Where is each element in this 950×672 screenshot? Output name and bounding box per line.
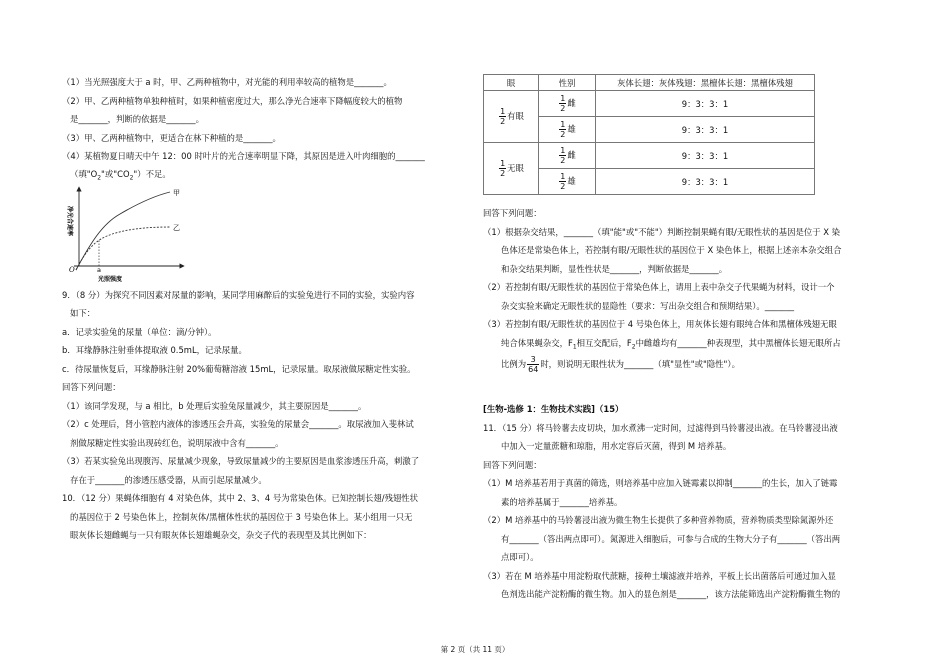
q10-part3-line2: 纯合体果蝇杂交，$F_1$相互交配后，$F_2$中雌雄均有_______种表现型，其中黑檀体长翅无眼所占 (501, 338, 841, 351)
q11-line2: 中加入一定量蔗糖和琼脂，用水定容后灭菌，得到 M 培养基。 (501, 441, 732, 451)
q11-part3-line2: 色剂选出能产淀粉酶的微生物。加入的显色剂是_______，该方法能筛选出产淀粉酶微生物的 (501, 589, 841, 599)
genetics-table (483, 74, 815, 195)
q10-part1-line2: 色体还是常染色体上，若控制有眼/无眼性状的基因位于 X 染色体上，根据上述亲本杂交组合 (501, 245, 842, 255)
q11-part1-line2: 素的培养基属于_______培养基。 (501, 497, 623, 507)
cell-sex: $\frac{1}{2}$ 雄 (539, 169, 596, 195)
q10-part3-line1: （3）若控制有眼/无眼性状的基因位于 4 号染色体上，用灰体长翅有眼纯合体和黑檀体残翅无眼 (483, 319, 837, 329)
cell-eye-none: $\frac{1}{2}$ 无眼 (484, 143, 539, 195)
q10-line1: 10．（12 分）果蝇体细胞有 4 对染色体，其中 2、3、4 号为常染色体。已知控制长翅/残翅性状 (62, 493, 419, 503)
q10-part2-line1: （2）若控制有眼/无眼性状的基因位于常染色体上，请用上表中杂交子代果蝇为材料，设计一个 (483, 282, 835, 292)
q8-part3: （3）甲、乙两种植物中，更适合在林下种植的是_______。 (62, 133, 281, 143)
q10-line2: 的基因位于 2 号染色体上，控制灰体/黑檀体性状的基因位于 3 号染色体上。某小组用一只无 (70, 512, 413, 522)
q8-part1: （1）当光照强度大于 a 时，甲、乙两种植物中，对光能的利用率较高的植物是_______。 (62, 77, 392, 87)
section-title: [生物-选修 1：生物技术实践]（15） (483, 404, 624, 414)
q8-part4-line2: （填"$O_2$"或"$CO_2$"）不足。 (70, 169, 171, 182)
cell-ratio: 9：3：3：1 (596, 91, 815, 117)
photosynthesis-graph (62, 184, 192, 284)
header-eye: 眼 (484, 75, 539, 91)
header-sex: 性别 (539, 75, 596, 91)
q10-ask: 回答下列问题： (483, 208, 542, 218)
q9-step-b: b．耳缘静脉注射垂体提取液 0.5mL，记录尿量。 (62, 345, 247, 355)
cell-sex: $\frac{1}{2}$ 雌 (539, 143, 596, 169)
q9-step-c: c．待尿量恢复后，耳缘静脉注射 20%葡萄糖溶液 15mL，记录尿量。取尿液做尿糖定性实验。 (62, 364, 416, 374)
graph-origin: O (69, 266, 75, 274)
q9-part2-line2: 剂做尿糖定性实验出现砖红色，说明尿液中含有_______。 (70, 438, 284, 448)
cell-ratio: 9：3：3：1 (596, 117, 815, 143)
q11-part2-line3: 点即可）。 (501, 552, 539, 562)
cell-ratio: 9：3：3：1 (596, 169, 815, 195)
q9-part3-line2: 存在于_______的渗透压感受器，从而引起尿量减少。 (70, 475, 267, 485)
cell-sex: $\frac{1}{2}$ 雌 (539, 91, 596, 117)
q10-part1-line3: 和杂交结果判断，显性性状是_______，判断依据是_______。 (501, 264, 728, 274)
table-row (484, 143, 815, 169)
cell-sex: $\frac{1}{2}$ 雄 (539, 117, 596, 143)
q9-header-line2: 如下： (70, 308, 96, 318)
q9-part1: （1）该同学发现，与 a 相比，b 处理后实验兔尿量减少，其主要原因是_______。 (62, 401, 367, 411)
graph-xlabel: 光照强度 (98, 276, 123, 283)
curve-yi (76, 227, 170, 270)
q10-part1-line1: （1）根据杂交结果，_______（填"能"或"不能"）判断控制果蝇有眼/无眼性状的基因是位于 X 染 (483, 227, 841, 237)
q10-line3: 眼灰体长翅雌蝇与一只有眼灰体长翅雄蝇杂交，杂交子代的表现型及其比例如下： (70, 530, 372, 540)
q9-ask: 回答下列问题： (62, 382, 121, 392)
q11-part1-line1: （1）M 培养基若用于真菌的筛选，则培养基中应加入链霉素以抑制_______的生长，加入了链霉 (483, 478, 838, 488)
q11-part2-line2: 有_______（答出两点即可）。氮源进入细胞后，可参与合成的生物大分子有_______（答出两 (501, 534, 841, 544)
cell-eye-have: $\frac{1}{2}$ 有眼 (484, 91, 539, 143)
q9-step-a: a．记录实验兔的尿量（单位：滴/分钟）。 (62, 327, 217, 337)
q11-ask: 回答下列问题： (483, 460, 542, 470)
q10-part2-line2: 杂交实验来确定无眼性状的显隐性（要求：写出杂交组合和预期结果）。_______ (501, 301, 795, 311)
q11-part3-line1: （3）若在 M 培养基中用淀粉取代蔗糖，接种土壤滤液并培养，平板上长出菌落后可通过加入显 (483, 571, 836, 581)
cell-ratio: 9：3：3：1 (596, 143, 815, 169)
header-phenotype: 灰体长翅：灰体残翅：黑檀体长翅：黑檀体残翅 (596, 75, 815, 91)
page-footer: 第 2 页（共 11 页） (440, 645, 510, 654)
graph-a-tick: a (97, 266, 101, 274)
q11-part2-line1: （2）M 培养基中的马铃薯浸出液为微生物生长提供了多种营养物质，营养物质类型除氮源外还 (483, 515, 834, 525)
label-yi: 乙 (173, 224, 180, 232)
q10-part3-line3: 比例为 $\frac{3}{64}$ 时，则说明无眼性状为_______（填"显性"或"隐性"）。 (501, 355, 740, 374)
q9-part2-line1: （2）c 处理后，肾小管腔内液体的渗透压会升高，实验兔的尿量会_______。取尿液加入斐林试 (62, 419, 414, 429)
q8-part4-line1: （4）某植物夏日晴天中午 12：00 时叶片的光合速率明显下降，其原因是进入叶肉细胞的_______ (62, 151, 425, 161)
graph-ylabel: 净光合速率 (66, 206, 73, 237)
table-header-row (484, 75, 815, 91)
q11-line1: 11．（15 分）将马铃薯去皮切块，加水煮沸一定时间，过滤得到马铃薯浸出液。在马铃薯浸出液 (483, 423, 838, 433)
q9-header-line1: 9．（8 分）为探究不同因素对尿量的影响，某同学用麻醉后的实验兔进行不同的实验，实验内容 (62, 290, 415, 300)
label-jia: 甲 (173, 189, 180, 197)
q8-part2-line2: 是_______，判断的依据是_______。 (70, 114, 204, 124)
q9-part3-line1: （3）若某实验兔出现腹泻、尿量减少现象，导致尿量减少的主要原因是血浆渗透压升高，刺激了 (62, 456, 420, 466)
q8-part2-line1: （2）甲、乙两种植物单独种植时，如果种植密度过大，那么净光合速率下降幅度较大的植物 (62, 96, 403, 106)
table-row (484, 91, 815, 117)
